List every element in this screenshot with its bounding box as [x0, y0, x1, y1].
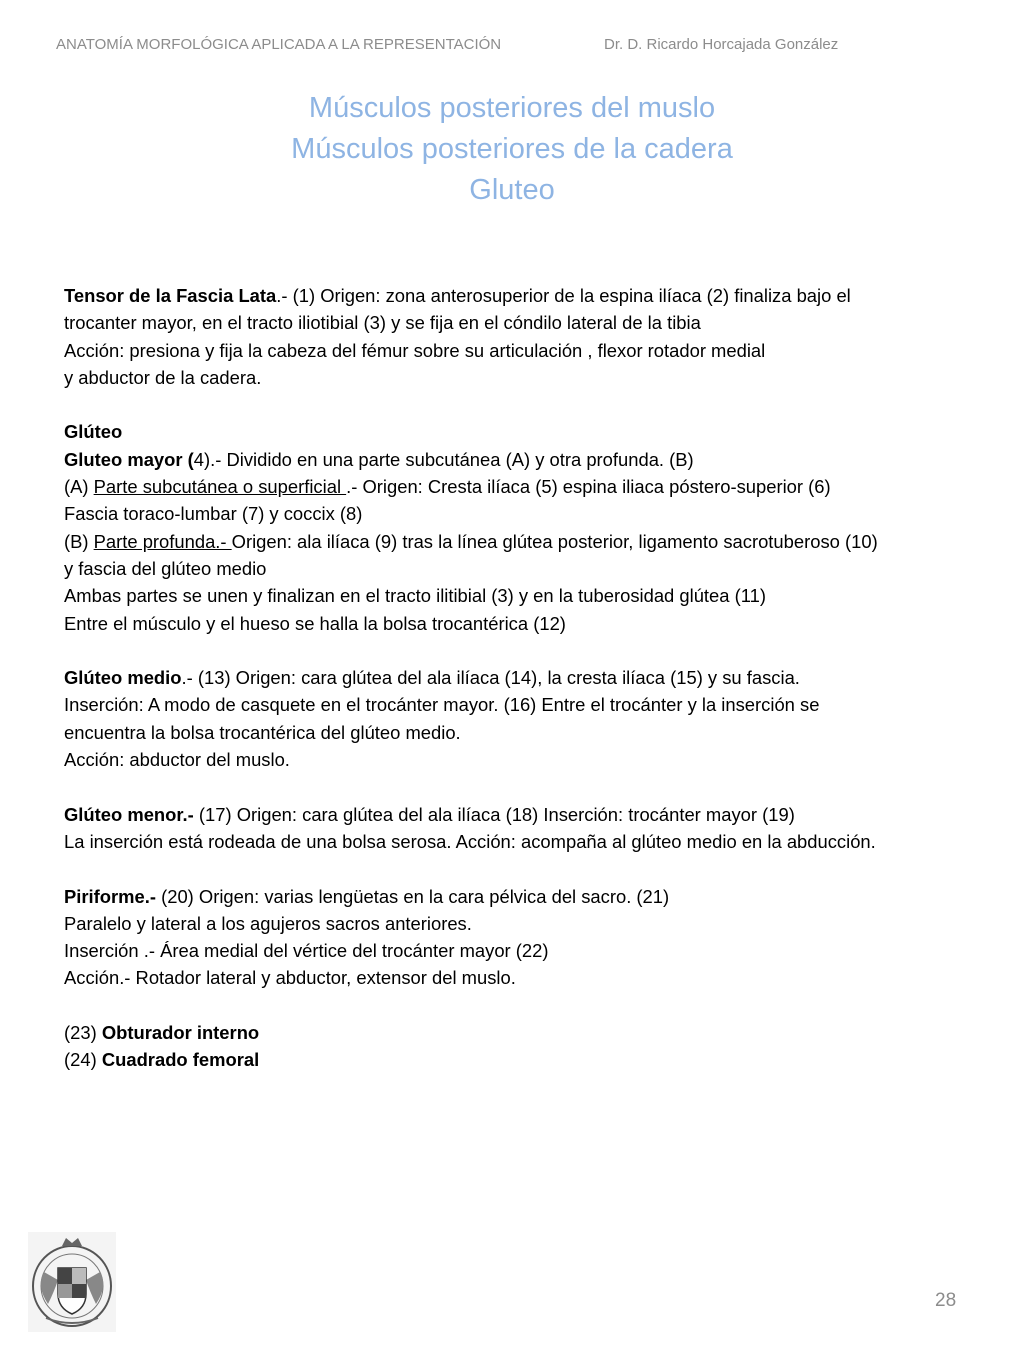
tensor-line-1: Tensor de la Fascia Lata.- (1) Origen: zona anterosuperior de la espina ilíaca (2) finaliza bajo el — [64, 285, 851, 306]
menor-line-2: La inserción está rodeada de una bolsa serosa. Acción: acompaña al glúteo medio en la abducción. — [64, 830, 876, 852]
medio-line-3: encuentra la bolsa trocantérica del glúteo medio. — [64, 721, 461, 743]
piriforme-line-4: Acción.- Rotador lateral y abductor, extensor del muslo. — [64, 967, 516, 989]
parte-profunda-label: Parte profunda.- — [93, 530, 232, 552]
parte-superficial-label: Parte subcutánea o superficial — [93, 476, 347, 498]
title-line-3: Gluteo — [469, 174, 555, 206]
cuadrado-line: (24) Cuadrado femoral — [64, 1049, 260, 1071]
piriforme-line-1: Piriforme.- (20) Origen: varias lengüetas en la cara pélvica del sacro. (21) — [64, 885, 670, 907]
parte-b-line-1: (B) Parte profunda.- Origen: ala ilíaca (9) tras la línea glútea posterior, ligamento sacrotuberoso (10) — [64, 530, 878, 552]
header-author: Dr. D. Ricardo Horcajada González — [604, 36, 839, 53]
header-course-title: ANATOMÍA MORFOLÓGICA APLICADA A LA REPRESENTACIÓN — [56, 36, 502, 53]
title-line-1: Músculos posteriores del muslo — [308, 92, 716, 124]
page-title — [0, 88, 1024, 211]
document-body — [64, 282, 989, 1074]
parte-a-line-1: (A) Parte subcutánea o superficial .- Origen: Cresta ilíaca (5) espina iliaca póstero-superior (6) — [64, 476, 831, 498]
title-line-2: Músculos posteriores de la cadera — [291, 133, 733, 165]
university-seal-icon — [28, 1232, 116, 1332]
gluteo-mayor-name: Gluteo mayor ( — [64, 448, 194, 470]
menor-line-1: Glúteo menor.- (17) Origen: cara glútea del ala ilíaca (18) Inserción: trocánter mayor (19) — [64, 803, 795, 825]
tensor-line-3: Acción: presiona y fija la cabeza del fémur sobre su articulación , flexor rotador medial — [64, 339, 766, 361]
obturador-line: (23) Obturador interno — [64, 1022, 260, 1044]
medio-line-2: Inserción: A modo de casquete en el trocánter mayor. (16) Entre el trocánter y la inserción se — [64, 694, 820, 716]
tensor-line-4: y abductor de la cadera. — [64, 366, 262, 388]
tensor-name: Tensor de la Fascia Lata — [64, 285, 277, 306]
piriforme-line-3: Inserción .- Área medial del vértice del trocánter mayor (22) — [64, 940, 549, 962]
gluteo-heading: Glúteo — [64, 421, 123, 443]
tensor-line-2: trocanter mayor, en el tracto iliotibial (3) y se fija en el cóndilo lateral de la tibia — [64, 312, 701, 334]
medio-line-4: Acción: abductor del muslo. — [64, 749, 290, 771]
page-number: 28 — [935, 1290, 957, 1311]
entre-line: Entre el músculo y el hueso se halla la bolsa trocantérica (12) — [64, 612, 566, 634]
parte-a-line-2: Fascia toraco-lumbar (7) y coccix (8) — [64, 503, 363, 525]
gluteo-mayor-line: Gluteo mayor (4).- Dividido en una parte subcutánea (A) y otra profunda. (B) — [64, 448, 694, 470]
medio-line-1: Glúteo medio.- (13) Origen: cara glútea del ala ilíaca (14), la cresta ilíaca (15) y su fascia. — [64, 667, 800, 689]
ambas-line: Ambas partes se unen y finalizan en el tracto ilitibial (3) y en la tuberosidad glútea (11) — [64, 585, 766, 607]
piriforme-line-2: Paralelo y lateral a los agujeros sacros anteriores. — [64, 912, 472, 934]
parte-b-line-2: y fascia del glúteo medio — [64, 557, 267, 579]
medio-name: Glúteo medio — [64, 667, 182, 689]
obturador-name: Obturador interno — [101, 1022, 260, 1044]
cuadrado-name: Cuadrado femoral — [101, 1049, 260, 1071]
piriforme-name: Piriforme.- — [64, 885, 156, 907]
menor-name: Glúteo menor.- — [64, 803, 194, 825]
